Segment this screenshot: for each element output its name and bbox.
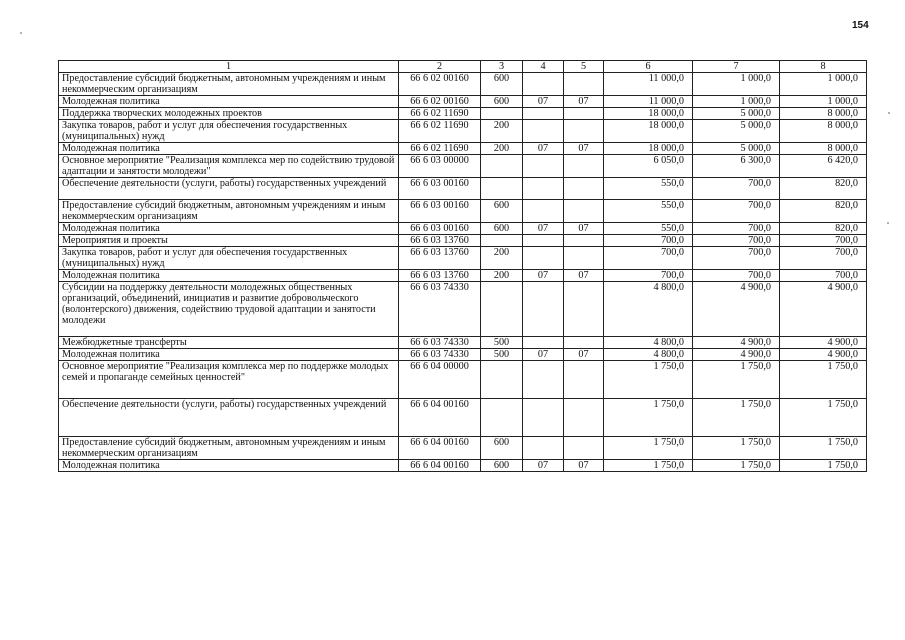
row-value8-cell: 8 000,0 <box>780 120 867 143</box>
row-value7-cell: 1 750,0 <box>693 399 780 437</box>
row-col4-cell <box>523 73 564 96</box>
row-name-cell: Молодежная политика <box>59 460 399 472</box>
row-col5-cell <box>564 73 604 96</box>
row-name-cell: Обеспечение деятельности (услуги, работы) государственных учреждений <box>59 178 399 200</box>
row-value8-cell: 700,0 <box>780 247 867 270</box>
row-col5-cell <box>564 108 604 120</box>
budget-table <box>58 60 867 472</box>
row-col4-cell <box>523 247 564 270</box>
scan-speck <box>888 112 890 114</box>
row-col4-cell: 07 <box>523 270 564 282</box>
row-value6-cell: 1 750,0 <box>604 437 693 460</box>
row-col4-cell <box>523 437 564 460</box>
row-code-cell: 66 6 04 00000 <box>399 361 481 399</box>
row-value8-cell: 1 000,0 <box>780 73 867 96</box>
row-value6-cell: 18 000,0 <box>604 143 693 155</box>
row-col4-cell <box>523 200 564 223</box>
row-col3-cell: 200 <box>481 120 523 143</box>
row-col3-cell <box>481 282 523 337</box>
row-value8-cell: 1 000,0 <box>780 96 867 108</box>
row-value6-cell: 11 000,0 <box>604 96 693 108</box>
row-value6-cell: 550,0 <box>604 223 693 235</box>
table-row <box>59 143 867 155</box>
row-col4-cell <box>523 120 564 143</box>
row-value8-cell: 820,0 <box>780 178 867 200</box>
row-code-cell: 66 6 03 74330 <box>399 349 481 361</box>
row-value8-cell: 4 900,0 <box>780 337 867 349</box>
row-col3-cell <box>481 178 523 200</box>
row-col5-cell <box>564 361 604 399</box>
row-col5-cell <box>564 200 604 223</box>
row-value7-cell: 5 000,0 <box>693 143 780 155</box>
row-col5-cell <box>564 247 604 270</box>
row-value7-cell: 4 900,0 <box>693 349 780 361</box>
row-col4-cell: 07 <box>523 223 564 235</box>
table-header-row <box>59 61 867 73</box>
row-value7-cell: 700,0 <box>693 223 780 235</box>
row-value6-cell: 700,0 <box>604 270 693 282</box>
row-col3-cell <box>481 235 523 247</box>
row-col3-cell: 500 <box>481 349 523 361</box>
row-col3-cell <box>481 155 523 178</box>
row-code-cell: 66 6 04 00160 <box>399 399 481 437</box>
row-value8-cell: 820,0 <box>780 200 867 223</box>
row-col3-cell: 500 <box>481 337 523 349</box>
row-name-cell: Мероприятия и проекты <box>59 235 399 247</box>
row-code-cell: 66 6 03 13760 <box>399 270 481 282</box>
row-value8-cell: 700,0 <box>780 235 867 247</box>
column-header: 4 <box>523 61 564 73</box>
row-value7-cell: 700,0 <box>693 247 780 270</box>
row-value8-cell: 8 000,0 <box>780 143 867 155</box>
row-value6-cell: 1 750,0 <box>604 460 693 472</box>
row-value8-cell: 4 900,0 <box>780 282 867 337</box>
row-code-cell: 66 6 03 13760 <box>399 235 481 247</box>
table-row <box>59 337 867 349</box>
row-col4-cell: 07 <box>523 349 564 361</box>
row-col5-cell: 07 <box>564 96 604 108</box>
row-value7-cell: 5 000,0 <box>693 120 780 143</box>
column-header: 2 <box>399 61 481 73</box>
row-value6-cell: 4 800,0 <box>604 282 693 337</box>
row-value6-cell: 4 800,0 <box>604 337 693 349</box>
row-value8-cell: 700,0 <box>780 270 867 282</box>
row-value7-cell: 1 000,0 <box>693 73 780 96</box>
row-name-cell: Молодежная политика <box>59 96 399 108</box>
table-row <box>59 247 867 270</box>
row-col3-cell: 600 <box>481 437 523 460</box>
row-name-cell: Обеспечение деятельности (услуги, работы) государственных учреждений <box>59 399 399 437</box>
row-col3-cell: 200 <box>481 143 523 155</box>
row-value6-cell: 18 000,0 <box>604 108 693 120</box>
row-col4-cell <box>523 399 564 437</box>
row-col4-cell: 07 <box>523 96 564 108</box>
row-col5-cell <box>564 282 604 337</box>
row-name-cell: Поддержка творческих молодежных проектов <box>59 108 399 120</box>
row-col4-cell: 07 <box>523 143 564 155</box>
row-col3-cell <box>481 108 523 120</box>
row-col5-cell: 07 <box>564 223 604 235</box>
row-code-cell: 66 6 02 00160 <box>399 96 481 108</box>
table-row <box>59 108 867 120</box>
table-row <box>59 178 867 200</box>
table-row <box>59 270 867 282</box>
column-header: 3 <box>481 61 523 73</box>
row-value7-cell: 4 900,0 <box>693 282 780 337</box>
row-value6-cell: 1 750,0 <box>604 361 693 399</box>
table-row <box>59 200 867 223</box>
row-code-cell: 66 6 03 74330 <box>399 337 481 349</box>
row-value8-cell: 820,0 <box>780 223 867 235</box>
row-col3-cell <box>481 361 523 399</box>
column-header: 6 <box>604 61 693 73</box>
row-col4-cell <box>523 282 564 337</box>
page-number: 154 <box>852 20 869 31</box>
row-value8-cell: 1 750,0 <box>780 399 867 437</box>
table-row <box>59 96 867 108</box>
row-col3-cell: 200 <box>481 247 523 270</box>
row-col3-cell <box>481 399 523 437</box>
row-value7-cell: 1 750,0 <box>693 361 780 399</box>
row-col3-cell: 600 <box>481 96 523 108</box>
row-code-cell: 66 6 03 74330 <box>399 282 481 337</box>
row-code-cell: 66 6 02 00160 <box>399 73 481 96</box>
row-name-cell: Предоставление субсидий бюджетным, автономным учреждениям и иным некоммерческим организациям <box>59 73 399 96</box>
row-code-cell: 66 6 03 00160 <box>399 200 481 223</box>
row-value6-cell: 18 000,0 <box>604 120 693 143</box>
row-name-cell: Молодежная политика <box>59 270 399 282</box>
table-row <box>59 223 867 235</box>
row-value7-cell: 700,0 <box>693 270 780 282</box>
row-value6-cell: 700,0 <box>604 235 693 247</box>
row-col4-cell <box>523 361 564 399</box>
row-col5-cell: 07 <box>564 349 604 361</box>
table-row <box>59 361 867 399</box>
row-col5-cell <box>564 120 604 143</box>
row-value6-cell: 11 000,0 <box>604 73 693 96</box>
row-code-cell: 66 6 02 11690 <box>399 108 481 120</box>
row-code-cell: 66 6 03 00160 <box>399 178 481 200</box>
row-value6-cell: 6 050,0 <box>604 155 693 178</box>
row-col3-cell: 600 <box>481 200 523 223</box>
row-col4-cell <box>523 235 564 247</box>
row-value6-cell: 550,0 <box>604 200 693 223</box>
row-value8-cell: 8 000,0 <box>780 108 867 120</box>
row-col3-cell: 600 <box>481 223 523 235</box>
row-name-cell: Предоставление субсидий бюджетным, автономным учреждениям и иным некоммерческим организациям <box>59 437 399 460</box>
row-col3-cell: 200 <box>481 270 523 282</box>
row-col4-cell <box>523 178 564 200</box>
row-name-cell: Закупка товаров, работ и услуг для обеспечения государственных (муниципальных) нужд <box>59 120 399 143</box>
row-value7-cell: 1 750,0 <box>693 437 780 460</box>
row-code-cell: 66 6 03 00160 <box>399 223 481 235</box>
row-col5-cell <box>564 399 604 437</box>
row-value7-cell: 4 900,0 <box>693 337 780 349</box>
table-row <box>59 120 867 143</box>
row-code-cell: 66 6 02 11690 <box>399 120 481 143</box>
row-value7-cell: 700,0 <box>693 200 780 223</box>
row-value7-cell: 1 000,0 <box>693 96 780 108</box>
row-value7-cell: 700,0 <box>693 178 780 200</box>
column-header: 8 <box>780 61 867 73</box>
row-value6-cell: 4 800,0 <box>604 349 693 361</box>
row-col5-cell: 07 <box>564 270 604 282</box>
row-value7-cell: 6 300,0 <box>693 155 780 178</box>
row-name-cell: Межбюджетные трансферты <box>59 337 399 349</box>
table-row <box>59 235 867 247</box>
table-row <box>59 437 867 460</box>
row-code-cell: 66 6 04 00160 <box>399 460 481 472</box>
row-col3-cell: 600 <box>481 73 523 96</box>
row-value8-cell: 4 900,0 <box>780 349 867 361</box>
row-col5-cell: 07 <box>564 460 604 472</box>
row-name-cell: Субсидии на поддержку деятельности молодежных общественных организаций, объединений, инициатив и развитие добровольческого (волонтерского) движения, содействию трудовой адаптации и занятости молодежи <box>59 282 399 337</box>
row-value7-cell: 700,0 <box>693 235 780 247</box>
table-row <box>59 349 867 361</box>
row-col3-cell: 600 <box>481 460 523 472</box>
row-col5-cell: 07 <box>564 143 604 155</box>
row-value6-cell: 700,0 <box>604 247 693 270</box>
row-col5-cell <box>564 235 604 247</box>
row-col5-cell <box>564 155 604 178</box>
row-col4-cell <box>523 155 564 178</box>
table-row <box>59 460 867 472</box>
row-col5-cell <box>564 178 604 200</box>
row-col4-cell <box>523 108 564 120</box>
table-row <box>59 155 867 178</box>
row-code-cell: 66 6 03 00000 <box>399 155 481 178</box>
scan-speck <box>887 222 889 224</box>
row-name-cell: Основное мероприятие "Реализация комплекса мер по поддержке молодых семей и пропаганде семейных ценностей" <box>59 361 399 399</box>
row-code-cell: 66 6 03 13760 <box>399 247 481 270</box>
row-name-cell: Закупка товаров, работ и услуг для обеспечения государственных (муниципальных) нужд <box>59 247 399 270</box>
row-name-cell: Молодежная политика <box>59 223 399 235</box>
row-value6-cell: 550,0 <box>604 178 693 200</box>
row-col4-cell: 07 <box>523 460 564 472</box>
row-name-cell: Предоставление субсидий бюджетным, автономным учреждениям и иным некоммерческим организациям <box>59 200 399 223</box>
column-header: 5 <box>564 61 604 73</box>
row-code-cell: 66 6 02 11690 <box>399 143 481 155</box>
row-name-cell: Молодежная политика <box>59 143 399 155</box>
table-row <box>59 399 867 437</box>
row-name-cell: Основное мероприятие "Реализация комплекса мер по содействию трудовой адаптации и занятости молодежи" <box>59 155 399 178</box>
row-col5-cell <box>564 337 604 349</box>
table-row <box>59 73 867 96</box>
table-row <box>59 282 867 337</box>
row-col4-cell <box>523 337 564 349</box>
row-code-cell: 66 6 04 00160 <box>399 437 481 460</box>
row-value6-cell: 1 750,0 <box>604 399 693 437</box>
row-value8-cell: 6 420,0 <box>780 155 867 178</box>
column-header: 1 <box>59 61 399 73</box>
row-name-cell: Молодежная политика <box>59 349 399 361</box>
row-value7-cell: 5 000,0 <box>693 108 780 120</box>
row-value7-cell: 1 750,0 <box>693 460 780 472</box>
scan-speck <box>20 32 22 34</box>
row-value8-cell: 1 750,0 <box>780 460 867 472</box>
column-header: 7 <box>693 61 780 73</box>
row-col5-cell <box>564 437 604 460</box>
row-value8-cell: 1 750,0 <box>780 437 867 460</box>
row-value8-cell: 1 750,0 <box>780 361 867 399</box>
